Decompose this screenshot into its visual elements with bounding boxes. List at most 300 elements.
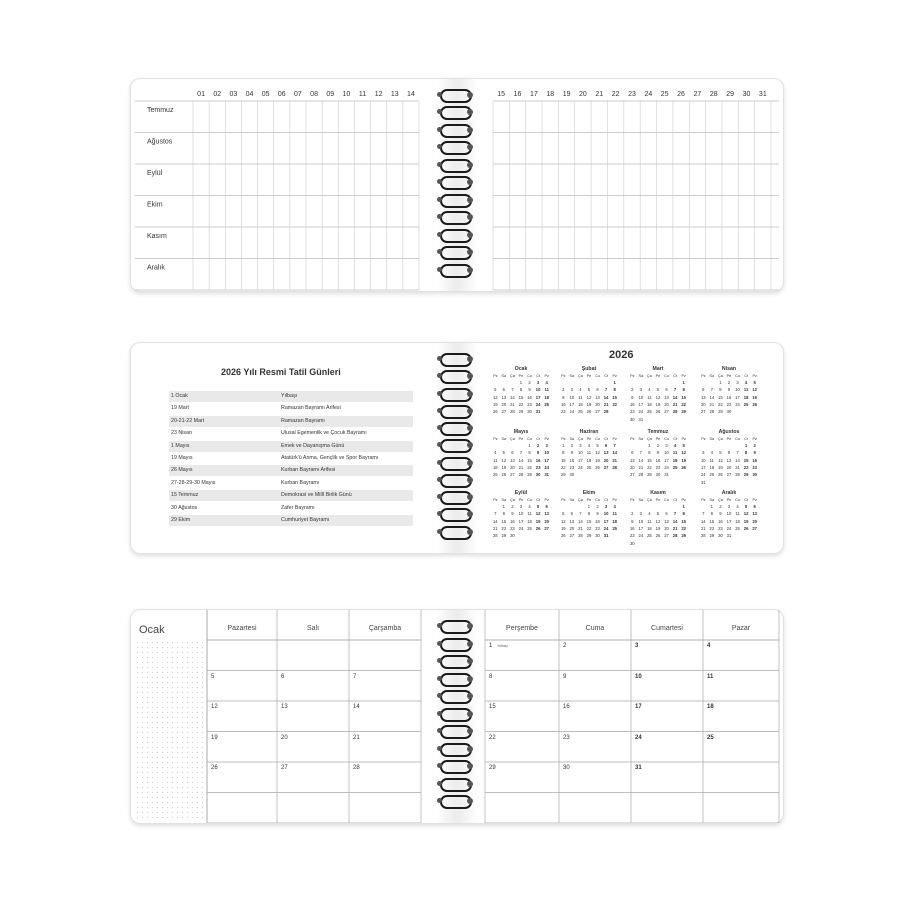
mini-day: 13 — [752, 511, 758, 517]
mini-day: 20 — [752, 518, 758, 524]
mini-day: 10 — [700, 457, 706, 463]
mini-weekday: Pz — [561, 498, 566, 502]
mini-weekday: Cu — [527, 498, 532, 502]
day-number: 4 — [707, 643, 711, 649]
mini-weekday: Ça — [509, 498, 515, 502]
day-number: 28 — [353, 765, 360, 771]
weekday-header: Cuma — [585, 625, 605, 632]
mini-day: 11 — [735, 511, 740, 517]
mini-day: 1 — [587, 504, 591, 510]
mini-day: 16 — [726, 394, 732, 400]
mini-day: 4 — [736, 504, 739, 510]
mini-day: 11 — [527, 511, 532, 517]
mini-day — [742, 408, 751, 415]
mini-month — [559, 490, 619, 539]
mini-day: 9 — [528, 387, 531, 393]
mini-day — [534, 532, 543, 539]
mini-day — [491, 503, 500, 510]
mini-day: 21 — [612, 457, 618, 463]
mini-weekday: Pz — [752, 374, 757, 378]
mini-day: 8 — [613, 387, 616, 393]
day-header: 22 — [611, 91, 620, 98]
mini-day: 10 — [638, 518, 644, 524]
day-header: 18 — [546, 91, 555, 98]
day-number: 21 — [353, 734, 360, 741]
mini-day: 6 — [502, 387, 506, 393]
day-header: 06 — [277, 91, 286, 98]
spiral-ring — [440, 141, 474, 153]
day-number: 18 — [707, 704, 714, 710]
mini-day: 5 — [656, 511, 660, 517]
mini-day: 22 — [501, 526, 507, 532]
holiday-name: Demokrasi ve Millî Birlik Günü — [281, 492, 352, 499]
mini-day — [725, 478, 734, 485]
mini-day: 3 — [604, 504, 608, 510]
mini-day: 17 — [638, 402, 644, 408]
mini-month-name: Ocak — [514, 366, 528, 372]
mini-weekday: Cu — [664, 437, 669, 441]
mini-day: 11 — [647, 518, 652, 524]
spiral-ring — [440, 638, 474, 650]
mini-day: 26 — [718, 472, 723, 478]
mini-day: 10 — [569, 394, 575, 400]
mini-day: 17 — [700, 465, 706, 471]
mini-day: 27 — [664, 533, 669, 539]
mini-day: 20 — [603, 457, 609, 463]
mini-day: 29 — [709, 533, 715, 539]
mini-day: 7 — [519, 450, 523, 456]
mini-day: 30 — [569, 472, 575, 478]
mini-weekday: Pz — [612, 437, 617, 441]
mini-day: 20 — [629, 465, 635, 471]
mini-day: 18 — [743, 394, 749, 400]
mini-day: 17 — [569, 402, 575, 408]
mini-weekday: Pz — [701, 498, 706, 502]
mini-day: 12 — [718, 457, 723, 463]
mini-day — [491, 379, 500, 386]
mini-day: 4 — [648, 511, 651, 517]
mini-weekday: Pz — [630, 374, 635, 378]
mini-day: 5 — [719, 450, 722, 456]
mini-day: 16 — [629, 526, 635, 532]
mini-day — [654, 379, 663, 386]
mini-month — [699, 429, 759, 486]
mini-day: 12 — [560, 518, 566, 524]
mini-day — [576, 503, 585, 510]
mini-day: 4 — [744, 380, 748, 386]
mini-day: 24 — [603, 526, 609, 532]
holiday-date: 19 Mart — [171, 405, 189, 412]
mini-day: 3 — [702, 450, 705, 456]
mini-day: 13 — [595, 394, 600, 400]
spiral-ring — [440, 778, 474, 790]
mini-day: 12 — [655, 394, 661, 400]
mini-day: 6 — [631, 450, 634, 456]
mini-day — [671, 503, 680, 510]
mini-day: 28 — [492, 533, 498, 539]
holiday-row — [169, 403, 413, 414]
day-header: 08 — [310, 91, 318, 98]
mini-day: 5 — [753, 380, 756, 386]
mini-month-name: Mart — [652, 366, 664, 372]
mini-day: 3 — [665, 443, 668, 449]
mini-day: 26 — [535, 526, 541, 532]
mini-weekday: Ct — [673, 498, 677, 502]
mini-weekday: Ct — [536, 374, 540, 378]
day-header: 13 — [390, 91, 399, 98]
mini-weekday: Sa — [501, 437, 507, 441]
mini-day: 25 — [612, 526, 618, 532]
mini-day: 29 — [718, 409, 723, 415]
mini-day: 9 — [719, 511, 722, 517]
mini-day: 23 — [595, 526, 600, 532]
mini-weekday: Cu — [595, 437, 600, 441]
mini-weekday: Ct — [604, 374, 608, 378]
mini-day: 7 — [511, 387, 514, 393]
month-label: Aralık — [147, 264, 165, 272]
mini-day: 27 — [629, 472, 635, 478]
mini-day: 11 — [647, 394, 652, 400]
day-header: 28 — [709, 91, 718, 98]
mini-day: 24 — [578, 465, 583, 471]
mini-weekday: Ct — [673, 374, 677, 378]
mini-weekday: Pz — [493, 374, 498, 378]
holiday-date: 19 Mayıs — [171, 455, 193, 461]
mini-day: 23 — [655, 465, 661, 471]
mini-day: 25 — [735, 526, 740, 532]
mini-day — [679, 539, 688, 546]
mini-weekday: Pz — [630, 437, 635, 441]
mini-weekday: Cu — [735, 498, 740, 502]
mini-weekday: Ct — [673, 437, 677, 441]
mini-day: 14 — [510, 394, 515, 400]
mini-day: 24 — [735, 402, 740, 408]
mini-day: 5 — [682, 443, 685, 449]
mini-day: 19 — [752, 394, 758, 400]
mini-weekday: Ça — [646, 374, 652, 378]
mini-weekday: Ça — [717, 498, 723, 502]
mini-day — [645, 379, 654, 386]
mini-day: 21 — [700, 526, 706, 532]
mini-day: 15 — [681, 394, 687, 400]
day-number: 23 — [563, 734, 570, 741]
mini-day: 9 — [631, 394, 634, 400]
mini-day: 12 — [655, 518, 661, 524]
month-label: Ekim — [147, 201, 163, 209]
mini-day: 4 — [579, 387, 582, 393]
mini-day: 26 — [560, 533, 566, 539]
mini-day: 27 — [544, 526, 550, 532]
mini-day: 17 — [544, 457, 550, 463]
weekday-header: Pazartesi — [227, 625, 257, 632]
mini-day: 1 — [682, 380, 685, 386]
mini-day: 16 — [535, 457, 541, 463]
mini-month — [559, 429, 619, 478]
spiral-ring — [440, 526, 474, 538]
mini-day: 18 — [709, 465, 715, 471]
mini-day: 19 — [681, 457, 687, 463]
mini-weekday: Pz — [630, 498, 635, 502]
mini-day: 7 — [736, 450, 739, 456]
mini-day: 1 — [744, 443, 748, 449]
mini-day: 13 — [569, 518, 575, 524]
day-number: 26 — [211, 765, 218, 771]
mini-day: 17 — [735, 394, 740, 400]
day-number: 5 — [211, 673, 215, 680]
mini-weekday: Pz — [544, 498, 549, 502]
mini-day: 26 — [595, 465, 600, 471]
day-number: 25 — [707, 734, 714, 741]
day-header: 11 — [358, 91, 367, 98]
mini-day: 24 — [518, 526, 524, 532]
mini-day: 20 — [501, 402, 507, 408]
mini-weekday: Cu — [735, 437, 740, 441]
mini-day: 17 — [664, 457, 669, 463]
mini-day: 29 — [681, 533, 687, 539]
mini-day: 8 — [519, 387, 523, 393]
mini-day: 4 — [673, 443, 677, 449]
mini-day: 15 — [681, 518, 687, 524]
mini-day: 2 — [753, 443, 756, 449]
mini-day — [733, 532, 742, 539]
mini-day — [671, 379, 680, 386]
day-number: 1 — [489, 643, 493, 649]
mini-day — [517, 442, 526, 449]
mini-day: 31 — [726, 533, 732, 539]
day-number: 6 — [281, 673, 285, 680]
holiday-row — [169, 515, 413, 526]
day-header: 17 — [529, 91, 538, 98]
mini-day: 31 — [638, 416, 644, 422]
mini-day: 6 — [511, 450, 514, 456]
holiday-date: 23 Nisan — [171, 430, 192, 437]
mini-day — [576, 471, 585, 478]
mini-day: 24 — [569, 409, 575, 415]
mini-weekday: Ça — [577, 374, 583, 378]
mini-month — [628, 429, 688, 478]
tracker-spread — [130, 78, 784, 292]
mini-day: 1 — [562, 443, 565, 449]
mini-weekday: Pe — [655, 437, 661, 441]
mini-month-name: Haziran — [579, 429, 599, 435]
day-header: 25 — [660, 91, 669, 98]
mini-day: 27 — [510, 472, 515, 478]
mini-day — [628, 503, 637, 510]
month-label: Kasım — [147, 233, 167, 240]
day-header: 29 — [726, 91, 735, 98]
mini-day — [525, 532, 534, 539]
mini-weekday: Pz — [544, 374, 549, 378]
mini-day: 7 — [604, 387, 608, 393]
mini-weekday: Pe — [726, 498, 732, 502]
mini-weekday: Pe — [726, 374, 732, 378]
day-number: 13 — [281, 704, 288, 710]
spiral-ring — [440, 353, 474, 365]
mini-day: 16 — [655, 457, 661, 463]
mini-day: 22 — [527, 465, 532, 471]
mini-weekday: Ct — [536, 498, 540, 502]
mini-day: 21 — [672, 402, 678, 408]
mini-day: 30 — [595, 533, 600, 539]
mini-day — [671, 415, 680, 422]
mini-day — [662, 379, 671, 386]
mini-month-name: Ekim — [582, 490, 596, 496]
mini-day: 5 — [656, 387, 660, 393]
holiday-row — [169, 416, 413, 427]
mini-day: 21 — [518, 465, 524, 471]
mini-day: 11 — [672, 450, 678, 456]
mini-day: 9 — [596, 511, 599, 517]
day-number: 10 — [635, 673, 642, 680]
mini-day — [500, 442, 509, 449]
mini-day: 5 — [494, 387, 497, 393]
mini-day: 28 — [510, 409, 515, 415]
mini-day — [637, 379, 646, 386]
mini-day: 26 — [586, 409, 592, 415]
mini-day — [654, 503, 663, 510]
mini-day: 28 — [672, 533, 678, 539]
mini-day — [568, 503, 577, 510]
mini-day: 9 — [511, 511, 514, 517]
mini-day: 1 — [682, 504, 685, 510]
mini-day — [637, 539, 646, 546]
mini-weekday: Sa — [638, 498, 644, 502]
mini-day: 8 — [682, 387, 685, 393]
mini-day — [725, 442, 734, 449]
day-header: 23 — [628, 91, 636, 98]
mini-day: 26 — [655, 409, 661, 415]
mini-day: 7 — [613, 443, 616, 449]
mini-day: 13 — [700, 394, 706, 400]
mini-day: 17 — [578, 457, 583, 463]
day-header: 10 — [342, 91, 351, 98]
mini-day: 6 — [545, 504, 548, 510]
mini-day: 15 — [586, 518, 592, 524]
mini-day: 21 — [672, 526, 678, 532]
mini-day: 5 — [502, 450, 506, 456]
mini-weekday: Sa — [638, 374, 644, 378]
mini-day — [576, 379, 585, 386]
mini-day: 7 — [673, 511, 677, 517]
mini-day: 5 — [744, 504, 748, 510]
mini-day: 9 — [562, 394, 565, 400]
day-number: 14 — [353, 704, 360, 710]
mini-day: 22 — [560, 465, 566, 471]
mini-weekday: Pe — [518, 498, 524, 502]
mini-day: 22 — [647, 465, 652, 471]
mini-day: 28 — [672, 409, 678, 415]
day-header: 26 — [677, 91, 685, 98]
mini-day: 21 — [709, 402, 715, 408]
mini-day: 11 — [544, 387, 549, 393]
mini-day: 20 — [664, 402, 669, 408]
mini-day — [500, 379, 509, 386]
day-number: 30 — [563, 765, 570, 771]
mini-day: 19 — [560, 526, 566, 532]
mini-weekday: Cu — [664, 374, 669, 378]
mini-day — [750, 478, 759, 485]
month-label: Ağustos — [147, 138, 173, 146]
mini-day: 2 — [511, 504, 514, 510]
mini-day: 9 — [570, 450, 574, 456]
mini-day: 23 — [629, 533, 635, 539]
mini-day: 1 — [519, 380, 523, 386]
mini-month-name: Temmuz — [647, 429, 669, 435]
mini-day: 27 — [752, 526, 758, 532]
mini-day: 5 — [536, 504, 540, 510]
mini-day: 24 — [544, 465, 550, 471]
mini-day: 19 — [586, 402, 592, 408]
holiday-row — [169, 428, 413, 439]
mini-day: 25 — [492, 472, 498, 478]
mini-day — [559, 503, 568, 510]
mini-day: 26 — [743, 526, 749, 532]
mini-day: 31 — [544, 472, 550, 478]
mini-day: 3 — [639, 387, 643, 393]
mini-day — [733, 442, 742, 449]
mini-day: 9 — [656, 450, 660, 456]
mini-day: 29 — [681, 409, 687, 415]
mini-weekday: Pe — [586, 498, 592, 502]
day-header: 12 — [374, 91, 383, 98]
mini-day: 28 — [638, 472, 644, 478]
mini-day: 11 — [578, 394, 583, 400]
mini-day: 22 — [718, 402, 723, 408]
holiday-name: Ramazan Bayramı Arifesi — [281, 405, 341, 412]
mini-day: 12 — [492, 394, 498, 400]
mini-day: 30 — [535, 472, 541, 478]
mini-month — [699, 366, 759, 415]
spiral-ring — [440, 229, 474, 241]
mini-day: 22 — [586, 526, 592, 532]
mini-day: 21 — [603, 402, 609, 408]
spiral-ring — [440, 795, 474, 807]
mini-day: 6 — [596, 387, 599, 393]
mini-day: 18 — [527, 518, 532, 524]
mini-day — [699, 379, 708, 386]
mini-day — [559, 379, 568, 386]
mini-day: 5 — [562, 511, 565, 517]
mini-day: 14 — [700, 518, 706, 524]
mini-day: 8 — [648, 450, 651, 456]
mini-day: 8 — [744, 450, 748, 456]
mini-day: 6 — [665, 387, 668, 393]
mini-day: 10 — [664, 450, 669, 456]
mini-day: 11 — [612, 511, 617, 517]
mini-day: 7 — [639, 450, 643, 456]
mini-day — [750, 532, 759, 539]
mini-weekday: Ça — [646, 437, 652, 441]
mini-day: 18 — [578, 402, 583, 408]
weekday-header: Perşembe — [506, 625, 538, 632]
mini-day — [699, 503, 708, 510]
mini-day: 28 — [709, 409, 715, 415]
day-number: 16 — [563, 704, 570, 710]
mini-weekday: Pz — [752, 498, 757, 502]
mini-day: 23 — [527, 402, 532, 408]
mini-day — [610, 532, 619, 539]
mini-day: 9 — [631, 518, 634, 524]
spiral-ring — [440, 708, 474, 720]
mini-day: 8 — [502, 511, 506, 517]
mini-day: 16 — [510, 518, 515, 524]
mini-day: 21 — [492, 526, 498, 532]
month-label: Eylül — [147, 170, 163, 177]
mini-weekday: Pe — [518, 374, 524, 378]
mini-day: 23 — [718, 526, 723, 532]
mini-day: 24 — [664, 465, 669, 471]
mini-day: 7 — [710, 387, 714, 393]
